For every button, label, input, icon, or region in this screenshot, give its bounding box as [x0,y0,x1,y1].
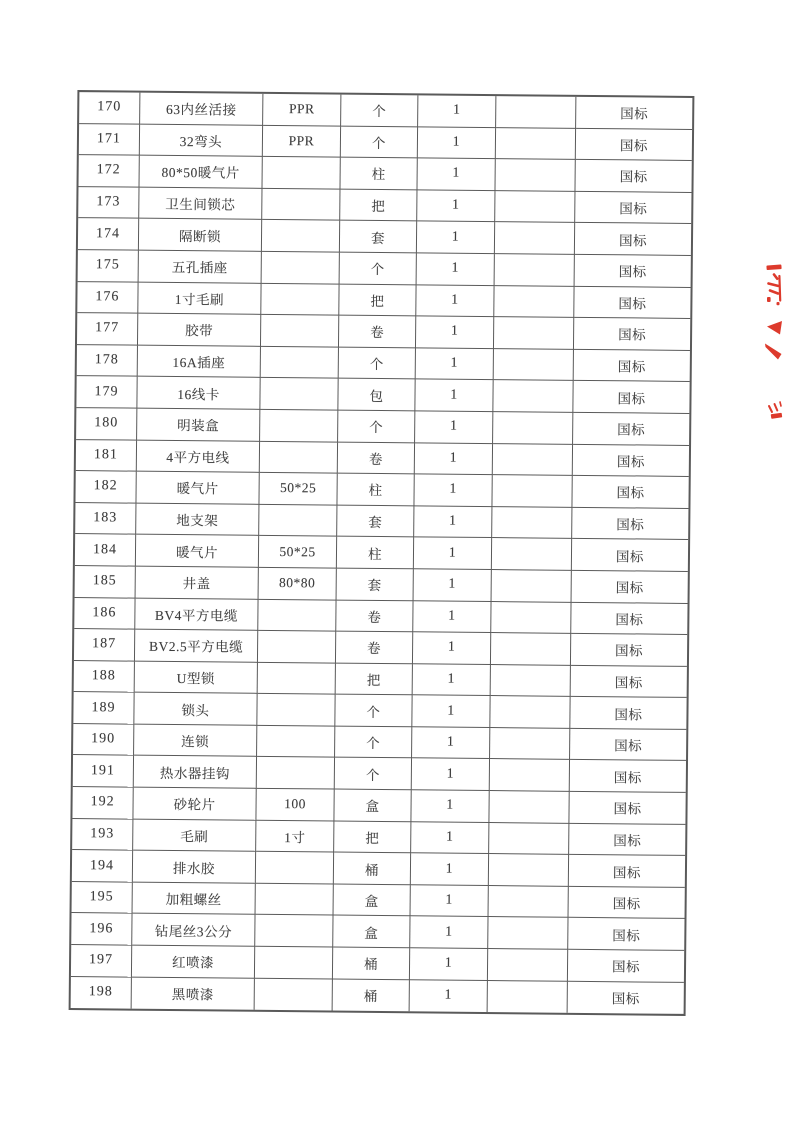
cell-note [492,507,572,539]
cell-standard: 国标 [575,192,691,225]
cell-qty: 1 [412,727,490,759]
cell-standard: 国标 [570,697,686,730]
red-stamp-fragments-icon [753,255,793,425]
cell-serial: 180 [76,408,137,440]
cell-item: 毛刷 [133,819,256,852]
cell-note [489,791,569,823]
cell-qty: 1 [416,285,494,317]
cell-note [494,317,574,349]
cell-item: 连锁 [134,725,257,758]
cell-unit: 盒 [333,916,410,948]
cell-unit: 个 [341,126,418,158]
cell-qty: 1 [414,506,492,538]
cell-serial: 185 [75,566,136,598]
cell-item: BV2.5平方电缆 [135,630,258,663]
cell-note [489,886,569,918]
cell-qty: 1 [417,222,495,254]
cell-standard: 国标 [570,760,686,793]
cell-standard: 国标 [569,887,685,920]
cell-qty: 1 [415,443,493,475]
cell-item: 16A插座 [138,345,261,378]
cell-serial: 181 [76,440,137,472]
cell-spec [261,315,339,347]
cell-item: 暖气片 [136,472,259,505]
cell-unit: 卷 [338,442,415,474]
cell-note [493,412,573,444]
cell-qty: 1 [413,664,491,696]
cell-spec [258,599,336,631]
cell-item: 加粗螺丝 [133,882,256,915]
cell-note [491,633,571,665]
cell-qty: 1 [414,474,492,506]
cell-spec: 50*25 [259,473,337,505]
cell-standard: 国标 [576,97,692,130]
cell-serial: 188 [74,661,135,693]
stamp-fragment-small-mark-icon [769,402,782,419]
cell-serial: 196 [71,913,132,945]
cell-spec [261,347,339,379]
cell-unit: 柱 [337,474,414,506]
cell-serial: 186 [74,598,135,630]
cell-item: 热水器挂钩 [134,756,257,789]
cell-note [495,222,575,254]
cell-standard: 国标 [572,571,688,604]
cell-note [494,349,574,381]
cell-standard: 国标 [574,318,690,351]
cell-spec: 1寸 [256,820,334,852]
cell-standard: 国标 [573,381,689,414]
cell-qty: 1 [412,696,490,728]
cell-standard: 国标 [571,666,687,699]
cell-serial: 193 [72,819,133,851]
cell-unit: 个 [335,695,412,727]
cell-qty: 1 [415,411,493,443]
cell-unit: 套 [337,505,414,537]
cell-note [490,696,570,728]
cell-serial: 183 [75,503,136,535]
cell-standard: 国标 [572,539,688,572]
cell-serial: 172 [79,155,140,187]
cell-unit: 盒 [334,884,411,916]
cell-standard: 国标 [568,918,684,951]
cell-spec [261,283,339,315]
cell-qty: 1 [412,759,490,791]
cell-unit: 盒 [334,790,411,822]
cell-unit: 套 [337,568,414,600]
cell-qty: 1 [418,95,496,127]
cell-unit: 卷 [336,632,413,664]
cell-item: 1寸毛刷 [138,282,261,315]
cell-qty: 1 [414,569,492,601]
cell-note [488,981,568,1013]
cell-qty: 1 [413,601,491,633]
cell-spec [255,978,333,1010]
cell-standard: 国标 [570,729,686,762]
cell-spec [262,189,340,221]
cell-standard: 国标 [569,792,685,825]
cell-item: BV4平方电缆 [135,598,258,631]
cell-item: U型锁 [135,661,258,694]
cell-note [495,191,575,223]
cell-standard: 国标 [569,823,685,856]
cell-standard: 国标 [574,350,690,383]
cell-note [489,854,569,886]
cell-spec [256,852,334,884]
stamp-fragment-character-icon [766,264,781,305]
cell-spec [258,663,336,695]
cell-item: 地支架 [136,503,259,536]
cell-item: 63内丝活接 [140,93,263,126]
cell-spec: PPR [263,125,341,157]
cell-note [492,570,572,602]
cell-qty: 1 [418,127,496,159]
cell-serial: 179 [76,376,137,408]
cell-item: 明装盒 [137,409,260,442]
cell-unit: 桶 [333,948,410,980]
cell-item: 80*50暖气片 [139,156,262,189]
cell-spec: 50*25 [259,536,337,568]
cell-serial: 174 [78,218,139,250]
cell-standard: 国标 [575,255,691,288]
cell-spec [260,378,338,410]
cell-item: 锁头 [134,693,257,726]
cell-item: 红喷漆 [132,946,255,979]
cell-spec [260,441,338,473]
cell-note [496,96,576,128]
cell-unit: 个 [339,347,416,379]
cell-qty: 1 [416,348,494,380]
cell-unit: 把 [334,821,411,853]
cell-qty: 1 [415,380,493,412]
cell-note [491,602,571,634]
red-stamp-fragments [753,255,793,425]
cell-note [492,538,572,570]
cell-standard: 国标 [573,413,689,446]
cell-qty: 1 [417,159,495,191]
cell-spec [255,947,333,979]
cell-item: 黑喷漆 [132,977,255,1010]
cell-note [490,760,570,792]
cell-spec [257,757,335,789]
cell-spec [262,252,340,284]
cell-spec: 100 [256,789,334,821]
cell-qty: 1 [410,917,488,949]
cell-qty: 1 [410,980,488,1012]
cell-serial: 170 [79,92,140,124]
cell-note [496,128,576,160]
cell-unit: 个 [340,253,417,285]
cell-item: 32弯头 [140,124,263,157]
cell-spec [257,726,335,758]
cell-serial: 190 [73,724,134,756]
cell-spec [259,505,337,537]
cell-serial: 173 [78,187,139,219]
cell-spec [262,220,340,252]
cell-spec [257,694,335,726]
cell-standard: 国标 [571,634,687,667]
cell-note [488,949,568,981]
cell-unit: 把 [336,663,413,695]
cell-item: 井盖 [136,567,259,600]
cell-qty: 1 [416,316,494,348]
cell-item: 暖气片 [136,535,259,568]
cell-standard: 国标 [575,160,691,193]
cell-serial: 175 [78,250,139,282]
cell-qty: 1 [414,538,492,570]
cell-item: 4平方电线 [137,440,260,473]
cell-note [495,254,575,286]
cell-item: 排水胶 [133,851,256,884]
cell-unit: 包 [338,379,415,411]
cell-qty: 1 [417,190,495,222]
cell-unit: 卷 [339,316,416,348]
cell-standard: 国标 [576,128,692,161]
cell-item: 砂轮片 [133,788,256,821]
cell-serial: 194 [72,850,133,882]
cell-spec [260,410,338,442]
cell-standard: 国标 [574,286,690,319]
cell-serial: 195 [72,882,133,914]
cell-unit: 柱 [340,158,417,190]
cell-unit: 个 [341,95,418,127]
cell-unit: 卷 [336,600,413,632]
cell-qty: 1 [417,253,495,285]
cell-unit: 把 [339,284,416,316]
cell-item: 卫生间锁芯 [139,187,262,220]
cell-item: 五孔插座 [139,251,262,284]
cell-unit: 个 [338,411,415,443]
cell-standard: 国标 [569,855,685,888]
cell-serial: 176 [77,282,138,314]
cell-serial: 198 [71,977,132,1009]
cell-item: 钻尾丝3公分 [132,914,255,947]
cell-item: 隔断锁 [139,219,262,252]
cell-note [489,823,569,855]
cell-standard: 国标 [573,444,689,477]
cell-standard: 国标 [571,602,687,635]
cell-spec [258,631,336,663]
cell-standard: 国标 [611,991,640,1007]
cell-note [492,475,572,507]
cell-unit: 个 [335,726,412,758]
cell-unit: 个 [335,758,412,790]
cell-note [490,728,570,760]
cell-standard: 国标 [572,508,688,541]
cell-qty: 1 [411,885,489,917]
cell-qty: 1 [410,948,488,980]
cell-standard: 国标 [568,950,684,983]
cell-spec: 80*80 [259,568,337,600]
cell-note [495,159,575,191]
cell-unit: 把 [340,189,417,221]
cell-standard: 国标 [575,223,691,256]
cell-item: 胶带 [138,314,261,347]
cell-serial: 187 [74,629,135,661]
cell-unit: 桶 [334,853,411,885]
cell-note [491,665,571,697]
cell-serial: 177 [77,313,138,345]
cell-note [493,380,573,412]
cell-qty: 1 [413,632,491,664]
cell-item: 16线卡 [137,377,260,410]
cell-note [493,444,573,476]
cell-serial: 182 [75,471,136,503]
cell-qty: 1 [411,854,489,886]
cell-spec [262,157,340,189]
cell-unit: 桶 [333,979,410,1011]
cell-unit: 柱 [337,537,414,569]
cell-standard: 国标 [572,476,688,509]
cell-note [494,286,574,318]
cell-serial: 191 [73,756,134,788]
cell-spec: PPR [263,94,341,126]
cell-serial: 197 [71,945,132,977]
cell-serial: 184 [75,534,136,566]
stamp-fragment-seal-edge-icon [765,321,782,360]
cell-spec [256,884,334,916]
cell-serial: 189 [73,692,134,724]
materials-table [69,90,695,1016]
cell-serial: 178 [77,345,138,377]
cell-note [488,917,568,949]
cell-spec [255,915,333,947]
cell-qty: 1 [411,790,489,822]
cell-qty: 1 [411,822,489,854]
cell-serial: 192 [72,787,133,819]
cell-serial: 171 [79,124,140,156]
cell-unit: 套 [340,221,417,253]
